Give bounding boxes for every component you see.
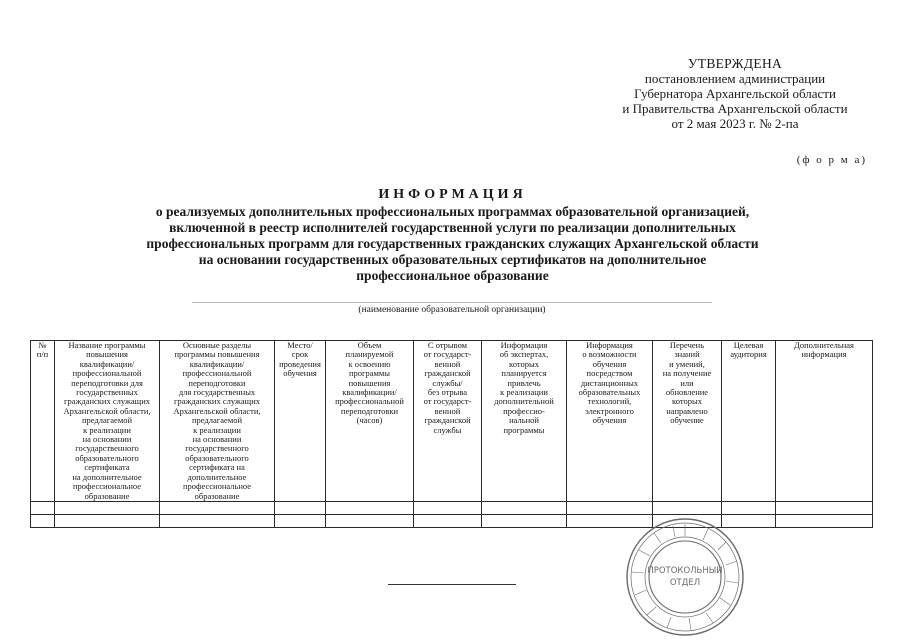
form-label: (ф о р м а)	[796, 154, 867, 166]
stamp-inner-ring	[649, 541, 721, 613]
col-header-distance-learning: Информация о возможности обучения посредством дистанционных образовательных технологий, электронного обучения	[567, 341, 653, 502]
col-header-study-mode: С отрывом от государст- венной гражданской службы/ без отрыва от государст- венной гражданской службы	[414, 341, 482, 502]
title-line: о реализуемых дополнительных профессиональных программах образовательной организацией,	[155, 204, 750, 219]
title-line: профессиональное образование	[356, 268, 549, 283]
title-line: включенной в реестр исполнителей государственной услуги по реализации дополнительных	[169, 220, 736, 235]
col-header-place-term: Место/ срок проведения обучения	[275, 341, 326, 502]
approval-line: и Правительства Архангельской области	[622, 101, 848, 116]
approval-line: постановлением администрации	[644, 71, 826, 86]
document-title	[100, 187, 805, 284]
col-header-number: № п/п	[31, 341, 55, 502]
org-name-line	[192, 302, 712, 303]
table-row	[31, 501, 873, 514]
protocol-department-stamp	[625, 517, 745, 637]
col-header-additional-info: Дополнительная информация	[776, 341, 873, 502]
stamp-text-line: ОТДЕЛ	[669, 578, 701, 588]
title-line: на основании государственных образовательных сертификатов на дополнительное	[198, 252, 707, 267]
approval-line: от 2 мая 2023 г. № 2-па	[671, 116, 799, 131]
col-header-volume-hours: Объем планируемой к освоению программы повышения квалификации/ профессиональной переподготовки (часов)	[326, 341, 414, 502]
stamp-ring	[645, 537, 725, 617]
approval-block	[600, 56, 870, 131]
stamp-hatching	[632, 524, 738, 630]
table-header-row	[31, 341, 873, 502]
col-header-program-name: Название программы повышения квалификации/ профессиональной переподготовки для государственных гражданских служащих Архангельской области, предлагаемой к реализации на основании государственного образовательного сертификата на дополнительное профессиональное образование	[55, 341, 160, 502]
info-table	[30, 340, 873, 528]
title-main: ИНФОРМАЦИЯ	[378, 187, 527, 202]
stamp-text-line: ПРОТОКОЛЬНЫЙ	[647, 566, 723, 576]
col-header-target-audience: Целевая аудитория	[722, 341, 776, 502]
title-line: профессиональных программ для государственных гражданских служащих Архангельской области	[146, 236, 759, 251]
approval-line: Губернатора Архангельской области	[634, 86, 836, 101]
col-header-program-sections: Основные разделы программы повышения квалификации/ профессиональной переподготовки для государственных гражданских служащих Архангельской области, предлагаемой к реализации на основании государственного образовательного сертификата на дополнительное профессиональное образование	[160, 341, 275, 502]
approval-heading: УТВЕРЖДЕНА	[687, 56, 783, 71]
stamp-outer-ring	[627, 519, 743, 635]
table-row	[31, 514, 873, 527]
org-name-caption: (наименование образовательной организации)	[358, 305, 546, 315]
col-header-experts: Информация об экспертах, которых планируется привлечь к реализации дополнительной профессио- нальной программы	[482, 341, 567, 502]
col-header-skills-list: Перечень знаний и умений, на получение или обновление которых направлено обучение	[653, 341, 722, 502]
bottom-separator-line	[388, 584, 516, 585]
